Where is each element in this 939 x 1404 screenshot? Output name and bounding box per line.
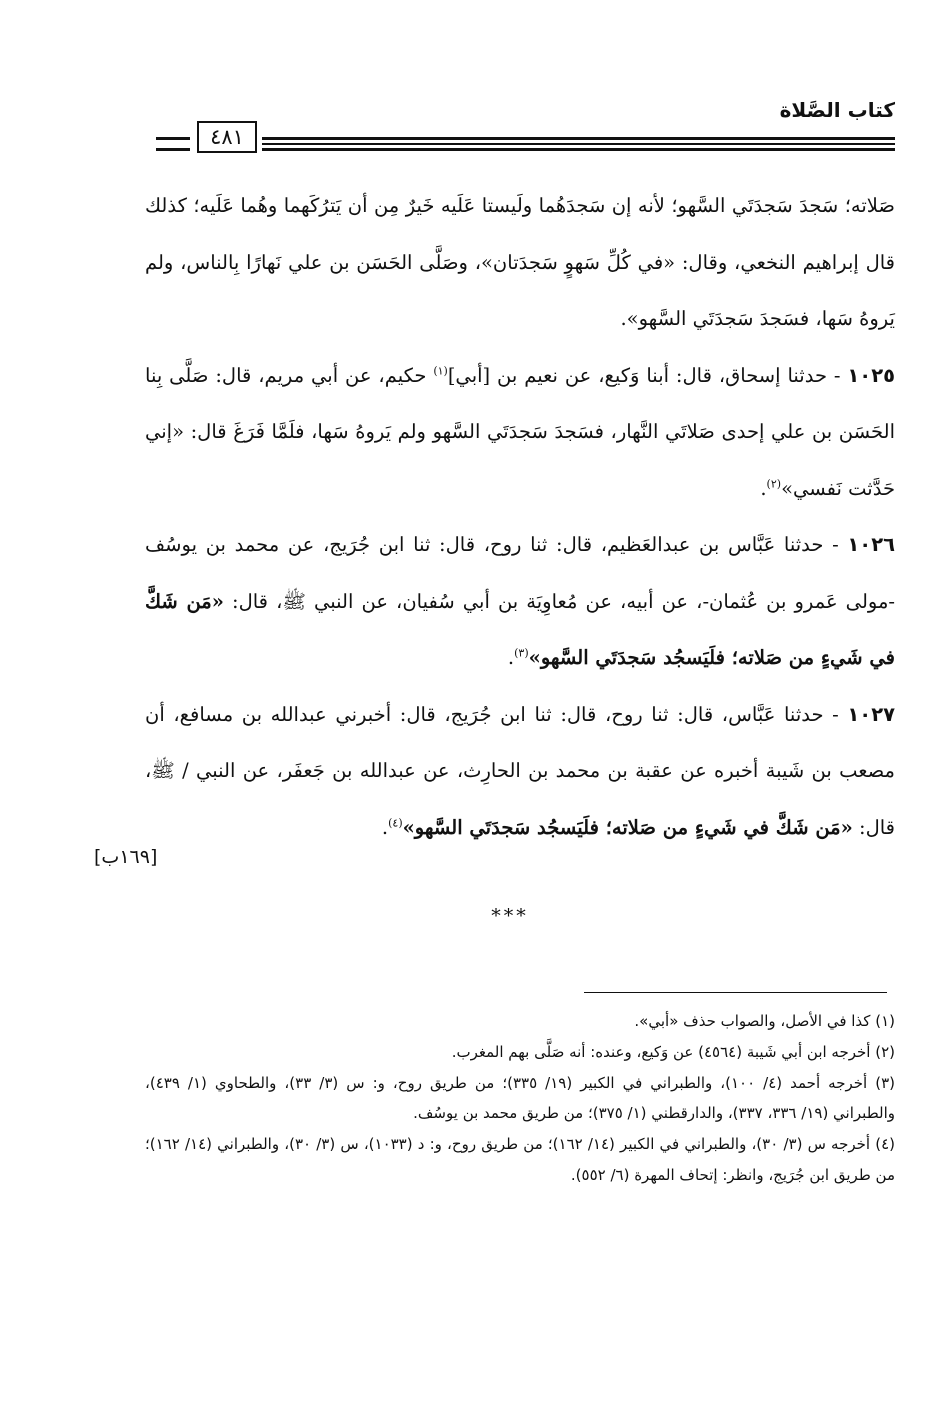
footnote-4: (٤) أخرجه س (٣/ ٣٠)، والطبراني في الكبير (١٤/ ١٦٢)؛ من طريق روح، و: د (١٠٣٣)، س (٣/ ٣٠)، والطبراني (١٤/ ١٦٢)؛ من طريق ابن جُرَيج، وانظر: إتحاف المهرة (٦/ ٥٥٢). xyxy=(145,1135,896,1184)
footnote-ref: (١) xyxy=(433,364,448,377)
hadith-number: ١٠٢٦ xyxy=(847,533,895,556)
hadith-1026 xyxy=(145,517,895,687)
page-number: ٤٨١ xyxy=(197,121,257,153)
hadith-text: - حدثنا إسحاق، قال: أبنا وَكيع، عن نعيم بن [أبي] xyxy=(447,363,848,387)
hadith-text: حكيم، عن أبي مريم، قال: صَلَّى بِنا الحَسَن بن علي إحدى صَلاتَي النَّهار، فسَجدَ سَجدَتَي السَّهو ولم يَروهُ سَها، فلَمَّا فَرَغَ قال: «إني حَدَّثت نَفسي» xyxy=(145,363,895,500)
full-stop: . xyxy=(507,646,515,669)
footnote-ref: (٢) xyxy=(766,477,782,490)
footnote-ref: (٣) xyxy=(514,646,529,660)
footnote-separator xyxy=(584,992,887,993)
paragraph-continuation: صَلاته؛ سَجدَ سَجدَتَي السَّهو؛ لأنه إن سَجدَهُما ولَيستا عَلَيه خَيرٌ مِن أن يَترُكَهما وهُما عَلَيه؛ كذلك قال إبراهيم النخعي، وقال: «في كُلِّ سَهوٍ سَجدَتان»، وصَلَّى الحَسَن بن علي نَهارًا بِالناس، ولم يَروهُ سَها، فسَجدَ سَجدَتَي السَّهو». xyxy=(145,194,895,330)
hadith-text: - حدثنا عَبَّاس، قال: ثنا روح، قال: ثنا ابن جُرَيج، قال: أخبرني عبدالله بن مسافع، أن مصعب بن شَيبة أخبره عن عقبة بن محمد بن الحارِث، عن عبدالله بن جَعفَر، عن النبي / ﷺ، قال: xyxy=(145,702,895,839)
footnote-ref: (٤) xyxy=(388,816,403,829)
running-header-title: كتاب الصَّلاة xyxy=(779,98,895,122)
hadith-1027 xyxy=(145,687,895,857)
footnote-1: (١) كذا في الأصل، والصواب حذف «أبي». xyxy=(634,1012,895,1030)
full-stop: . xyxy=(760,476,767,500)
hadith-1025 xyxy=(145,348,895,518)
header-rule-left xyxy=(156,137,190,151)
hadith-number: ١٠٢٥ xyxy=(847,363,896,387)
section-divider: *** xyxy=(491,905,529,927)
hadith-text: - حدثنا عَبَّاس بن عبدالعَظيم، قال: ثنا روح، قال: ثنا ابن جُرَيج، عن محمد بن يوسُف -مولى عَمرو بن عُثمان-، عن أبيه، عن مُعاوِيَة بن أبي سُفيان، عن النبي ﷺ، قال: xyxy=(145,533,895,613)
prophetic-quote: «مَن شَكَّ في شَيءٍ من صَلاته؛ فلَيَسجُد سَجدَتَي السَّهو» xyxy=(145,589,895,669)
prophetic-quote: «مَن شَكَّ في شَيءٍ من صَلاته؛ فلَيَسجُد سَجدَتَي السَّهو» xyxy=(402,815,853,839)
header-rule xyxy=(262,137,895,151)
footnotes xyxy=(145,1006,895,1191)
footnote-2: (٢) أخرجه ابن أبي شَيبة (٤٥٦٤) عن وَكيع، وعنده: أنه صَلَّى بهم المغرب. xyxy=(451,1042,895,1061)
main-text xyxy=(145,178,895,856)
footnote-3: (٣) أخرجه أحمد (٤/ ١٠٠)، والطبراني في الكبير (١٩/ ٣٣٥)؛ من طريق روح، و: س (٣/ ٣٣)، والطحاوي (١/ ٤٣٩)، والطبراني (١٩/ ٣٣٦، ٣٣٧)، والدارقطني (١/ ٣٧٥)؛ من طريق محمد بن يوسُف. xyxy=(145,1073,895,1123)
full-stop: . xyxy=(381,815,389,839)
manuscript-folio-marker: [١٦٩ب] xyxy=(94,846,158,868)
hadith-number: ١٠٢٧ xyxy=(847,702,895,726)
